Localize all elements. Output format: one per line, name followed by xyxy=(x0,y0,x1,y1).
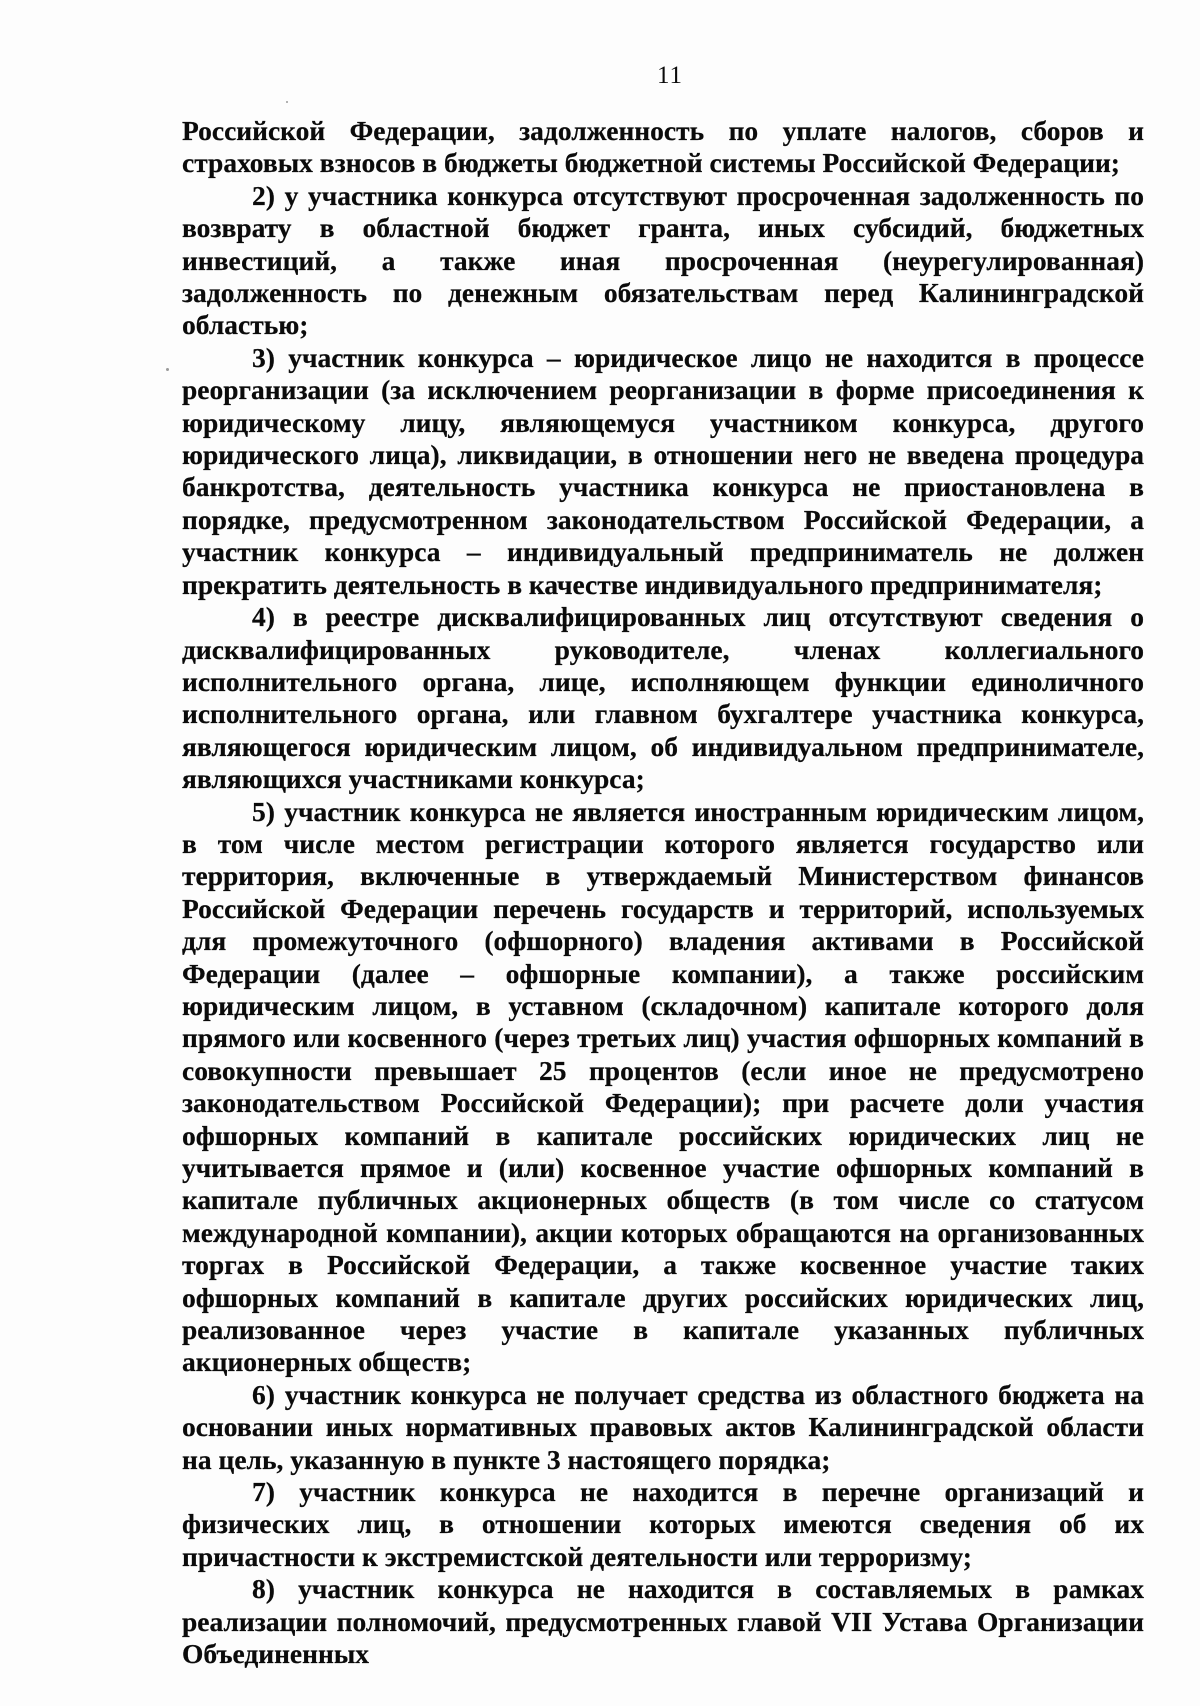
paragraph-item-3: 3) участник конкурса – юридическое лицо не находится в процессе реорганизации (за исключением реорганизации в форме присоединения к юридическому лицу, являющемуся участником конкурса, другого юридического лица), ликвидации, в отношении него не введена процедура банкротства, деятельность участника конкурса не приостановлена в порядке, предусмотренном законодательством Российской Федерации, а участник конкурса – индивидуальный предприниматель не должен прекратить деятельность в качестве индивидуального предпринимателя; xyxy=(182,341,1144,600)
paragraph-item-8: 8) участник конкурса не находится в составляемых в рамках реализации полномочий, предусмотренных главой VII Устава Организации Объединенных xyxy=(182,1573,1144,1670)
paragraph-item-7: 7) участник конкурса не находится в перечне организаций и физических лиц, в отношении которых имеются сведения об их причастности к экстремистской деятельности или терроризму; xyxy=(182,1476,1144,1572)
scan-speck xyxy=(286,101,288,103)
scan-speck xyxy=(166,368,169,371)
paragraph-item-4: 4) в реестре дисквалифицированных лиц отсутствуют сведения о дисквалифицированных руководителе, членах коллегиального исполнительного органа, лице, исполняющем функции единоличного исполнительного органа, или главном бухгалтере участника конкурса, являющегося юридическим лицом, об индивидуальном предпринимателе, являющихся участниками конкурса; xyxy=(182,601,1144,795)
page-number: 11 xyxy=(656,62,684,89)
document-body xyxy=(182,115,1144,1671)
paragraph-item-2: 2) у участника конкурса отсутствуют просроченная задолженность по возврату в областной бюджет гранта, иных субсидий, бюджетных инвестиций, а также иная просроченная (неурегулированная) задолженность по денежным обязательствам перед Калининградской областью; xyxy=(182,179,1144,341)
paragraph-continuation: Российской Федерации, задолженность по уплате налогов, сборов и страховых взносов в бюджеты бюджетной системы Российской Федерации; xyxy=(182,115,1144,179)
paragraph-item-6: 6) участник конкурса не получает средства из областного бюджета на основании иных нормативных правовых актов Калининградской области на цель, указанную в пункте 3 настоящего порядка; xyxy=(182,1378,1144,1475)
paragraph-item-5: 5) участник конкурса не является иностранным юридическим лицом, в том числе местом регистрации которого является государство или территория, включенные в утверждаемый Министерством финансов Российской Федерации перечень государств и территорий, используемых для промежуточного (офшорного) владения активами в Российской Федерации (далее – офшорные компании), а также российским юридическим лицом, в уставном (складочном) капитале которого доля прямого или косвенного (через третьих лиц) участия офшорных компаний в совокупности превышает 25 процентов (если иное не предусмотрено законодательством Российской Федерации); при расчете доли участия офшорных компаний в капитале российских юридических лиц не учитывается прямое и (или) косвенное участие офшорных компаний в капитале публичных акционерных обществ (в том числе со статусом международной компании), акции которых обращаются на организованных торгах в Российской Федерации, а также косвенное участие таких офшорных компаний в капитале других российских юридических лиц, реализованное через участие в капитале указанных публичных акционерных обществ; xyxy=(182,795,1144,1378)
